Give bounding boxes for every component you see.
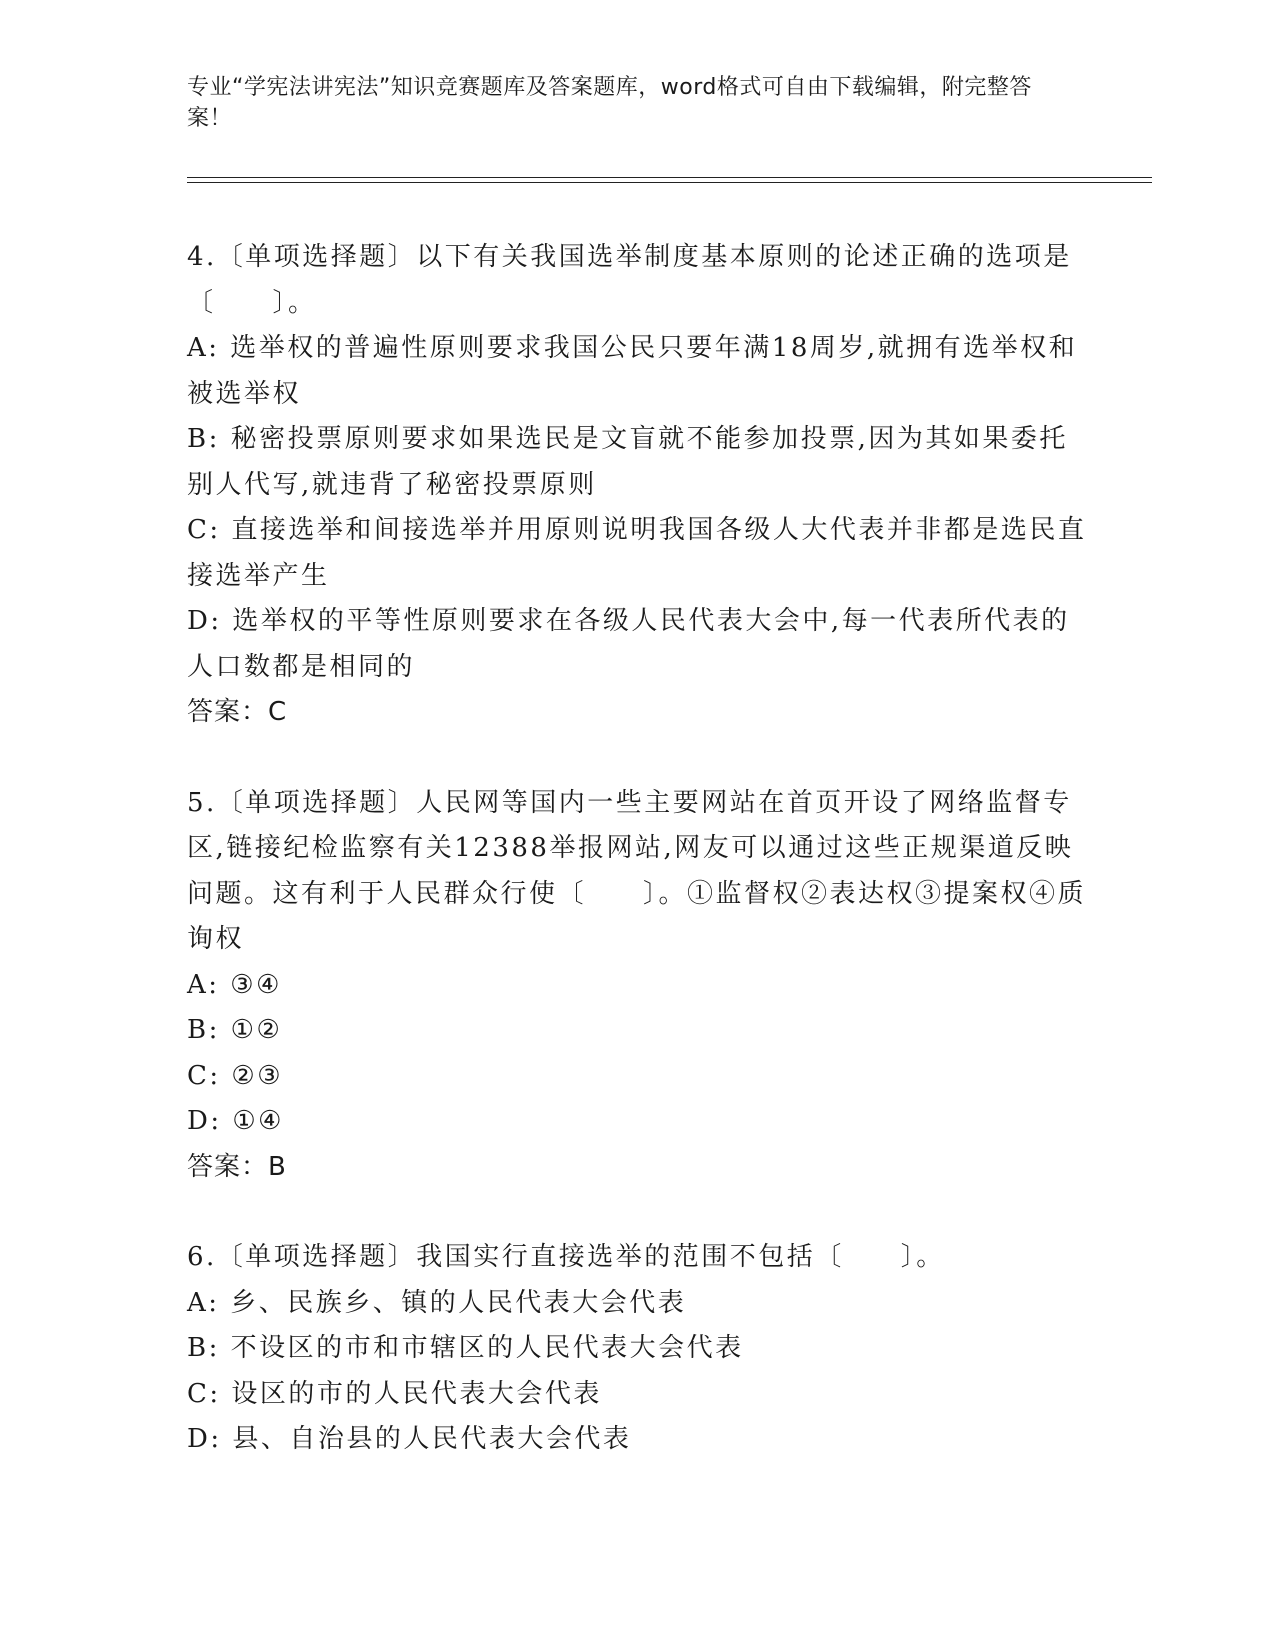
option-b: B: 秘密投票原则要求如果选民是文盲就不能参加投票,因为其如果委托别人代写,就违背了秘密投票原则: [187, 424, 1068, 500]
option-b: B: ①②: [187, 1015, 283, 1045]
header-rule-top: [187, 177, 1152, 178]
answer: 答案：C: [187, 697, 288, 727]
document-header: 专业“学宪法讲宪法”知识竞赛题库及答案题库，word格式可自由下载编辑，附完整答案！: [187, 75, 1032, 131]
option-d: D: ①④: [187, 1106, 284, 1136]
answer: 答案：B: [187, 1151, 287, 1182]
option-b: B: 不设区的市和市辖区的人民代表大会代表: [187, 1333, 744, 1363]
question-5: [187, 781, 1087, 1191]
question-list: [187, 235, 1087, 1508]
question-stem: 5.〔单项选择题〕人民网等国内一些主要网站在首页开设了网络监督专区,链接纪检监察有关12388举报网站,网友可以通过这些正规渠道反映问题。这有利于人民群众行使〔 〕。①监督权②表达权③提案权④质询权: [187, 787, 1087, 954]
option-c: C: 设区的市的人民代表大会代表: [187, 1378, 602, 1409]
option-d: D: 县、自治县的人民代表大会代表: [187, 1424, 632, 1454]
option-a: A: 乡、民族乡、镇的人民代表大会代表: [187, 1287, 687, 1318]
option-c: C: ②③: [187, 1060, 284, 1091]
question-4: [187, 235, 1087, 736]
question-stem: 4.〔单项选择题〕以下有关我国选举制度基本原则的论述正确的选项是〔 〕。: [187, 242, 1072, 318]
option-a: A: 选举权的普遍性原则要求我国公民只要年满18周岁,就拥有选举权和被选举权: [187, 333, 1078, 409]
question-stem: 6.〔单项选择题〕我国实行直接选举的范围不包括〔 〕。: [187, 1242, 945, 1272]
option-a: A: ③④: [187, 969, 282, 1000]
question-6: [187, 1235, 1087, 1463]
header-rule-bottom: [187, 182, 1152, 183]
option-d: D: 选举权的平等性原则要求在各级人民代表大会中,每一代表所代表的人口数都是相同的: [187, 606, 1070, 682]
option-c: C: 直接选举和间接选举并用原则说明我国各级人大代表并非都是选民直接选举产生: [187, 515, 1087, 591]
